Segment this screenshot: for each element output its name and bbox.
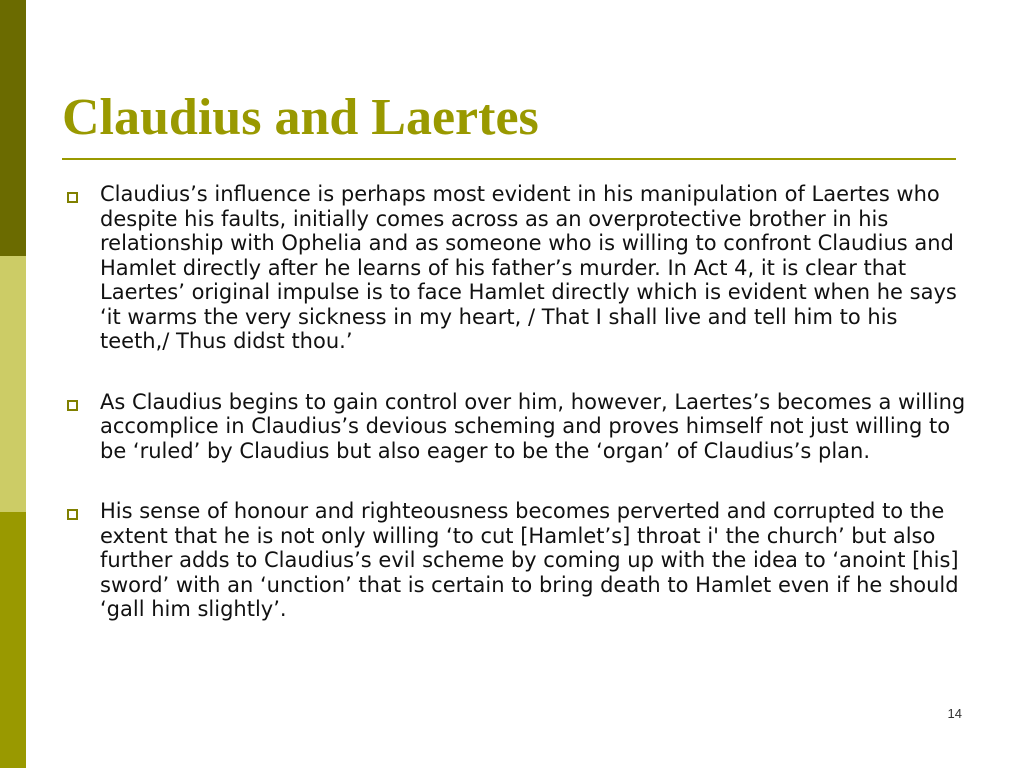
sidebar-block-light — [0, 256, 26, 512]
sidebar-block-dark — [0, 0, 26, 256]
slide-title: Claudius and Laertes — [62, 89, 539, 146]
title-underline — [62, 158, 956, 160]
sidebar-block-mid — [0, 512, 26, 768]
hollow-square-bullet-icon — [67, 400, 78, 411]
hollow-square-bullet-icon — [67, 509, 78, 520]
bullet-item — [62, 499, 972, 622]
bullet-text: Claudius’s influence is perhaps most evident in his manipulation of Laertes who despite his faults, initially comes across as an overprotective brother in his relationship with Ophelia and as someone who is willing to confront Claudius and Hamlet directly after he learns of his father’s murder. In Act 4, it is clear that Laertes’ original impulse is to face Hamlet directly which is evident when he says ‘it warms the very sickness in my heart, / That I shall live and tell him to his teeth,/ Thus didst thou.’ — [100, 182, 957, 353]
bullet-text: His sense of honour and righteousness becomes perverted and corrupted to the extent that he is not only willing ‘to cut [Hamlet’s] throat i' the church’ but also further adds to Claudius’s evil scheme by coming up with the idea to ‘anoint [his] sword’ with an ‘unction’ that is certain to bring death to Hamlet even if he should ‘gall him slightly’. — [100, 499, 959, 621]
sidebar-color-bar — [0, 0, 26, 768]
bullet-list — [62, 182, 972, 658]
bullet-item — [62, 182, 972, 354]
bullet-item — [62, 390, 972, 464]
bullet-text: As Claudius begins to gain control over him, however, Laertes’s becomes a willing accomplice in Claudius’s devious scheming and proves himself not just willing to be ‘ruled’ by Claudius but also eager to be the ‘organ’ of Claudius’s plan. — [100, 389, 966, 463]
page-number: 14 — [947, 706, 962, 721]
hollow-square-bullet-icon — [67, 192, 78, 203]
